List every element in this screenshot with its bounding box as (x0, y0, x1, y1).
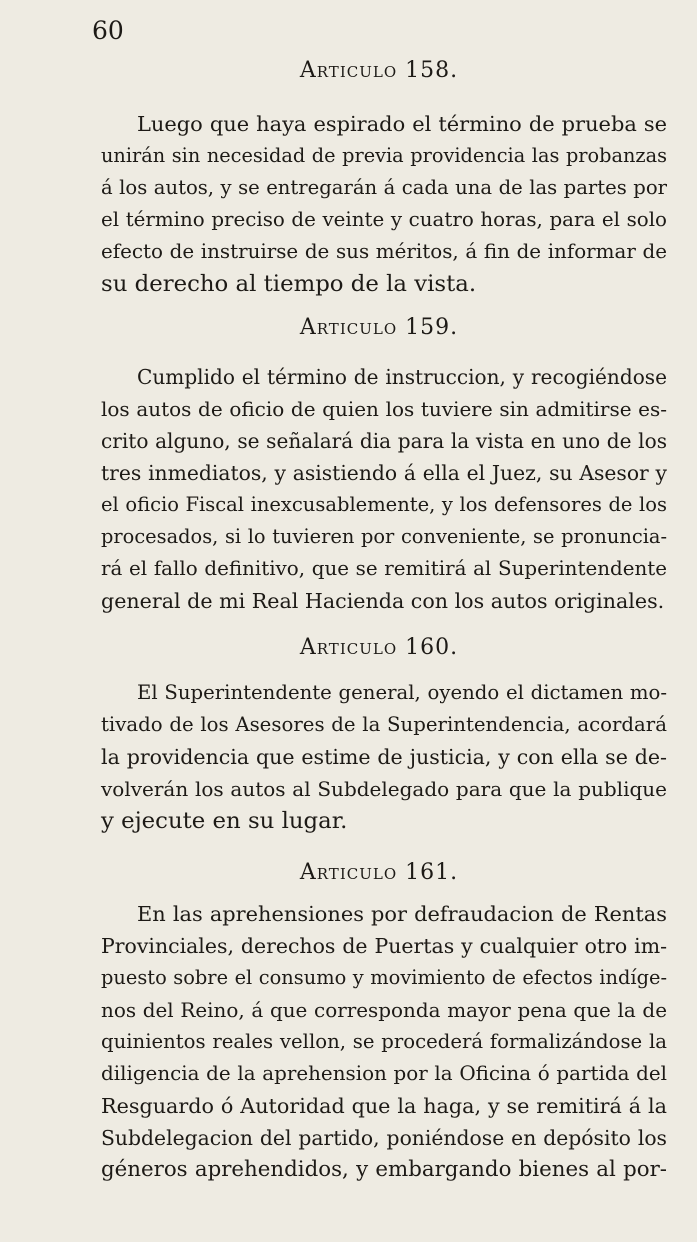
article-paragraph (101, 677, 667, 837)
text-line: Resguardo ó Autoridad que la haga, y se remitirá á la (101, 1094, 667, 1118)
text-line: diligencia de la aprehension por la Oficina ó partida del (101, 1062, 667, 1085)
text-line: nos del Reino, á que corresponda mayor pena que la de (101, 998, 667, 1022)
text-line: volverán los autos al Subdelegado para que la publique (101, 777, 667, 801)
text-line: En las aprehensiones por defraudacion de Rentas (137, 902, 667, 926)
article-paragraph (101, 108, 667, 300)
text-line: géneros aprehendidos, y embargando bienes al por- (101, 1157, 667, 1182)
text-line: tivado de los Asesores de la Superintendencia, acordará (101, 713, 667, 736)
text-line: Luego que haya espirado el término de prueba se (137, 112, 667, 136)
text-line: crito alguno, se señalará dia para la vista en uno de los (101, 429, 667, 453)
text-line: Provinciales, derechos de Puertas y cualquier otro im- (101, 934, 667, 958)
text-line: procesados, si lo tuvieren por conveniente, se pronuncia- (101, 525, 667, 548)
text-line: puesto sobre el consumo y movimiento de efectos indíge- (101, 966, 667, 989)
article-heading: Articulo 161. (299, 860, 459, 885)
text-line: y ejecute en su lugar. (101, 808, 348, 834)
text-line: el término preciso de veinte y cuatro horas, para el solo (101, 208, 667, 231)
text-line: unirán sin necesidad de previa providencia las probanzas (101, 144, 667, 167)
article-heading: Articulo 160. (299, 635, 459, 660)
text-line: su derecho al tiempo de la vista. (101, 271, 477, 297)
text-line: efecto de instruirse de sus méritos, á fin de informar de (101, 240, 667, 263)
page-number: 60 (92, 16, 124, 45)
article-heading: Articulo 158. (299, 58, 459, 83)
text-line: rá el fallo definitivo, que se remitirá al Superintendente (101, 557, 667, 580)
text-line: general de mi Real Hacienda con los autos originales. (101, 589, 665, 613)
text-line: El Superintendente general, oyendo el dictamen mo- (137, 681, 667, 704)
text-line: quinientos reales vellon, se procederá formalizándose la (101, 1030, 667, 1053)
text-line: la providencia que estime de justicia, y con ella se de- (101, 745, 667, 769)
article-heading: Articulo 159. (299, 315, 459, 340)
text-line: Subdelegacion del partido, poniéndose en depósito los (101, 1126, 667, 1150)
text-line: Cumplido el término de instruccion, y recogiéndose (137, 365, 667, 389)
text-line: los autos de oficio de quien los tuviere sin admitirse es- (101, 397, 667, 421)
text-line: á los autos, y se entregarán á cada una de las partes por (101, 176, 667, 199)
article-paragraph (101, 898, 667, 1186)
article-paragraph (101, 361, 667, 617)
text-line: el oficio Fiscal inexcusablemente, y los defensores de los (101, 493, 667, 516)
text-line: tres inmediatos, y asistiendo á ella el Juez, su Asesor y (101, 461, 667, 485)
